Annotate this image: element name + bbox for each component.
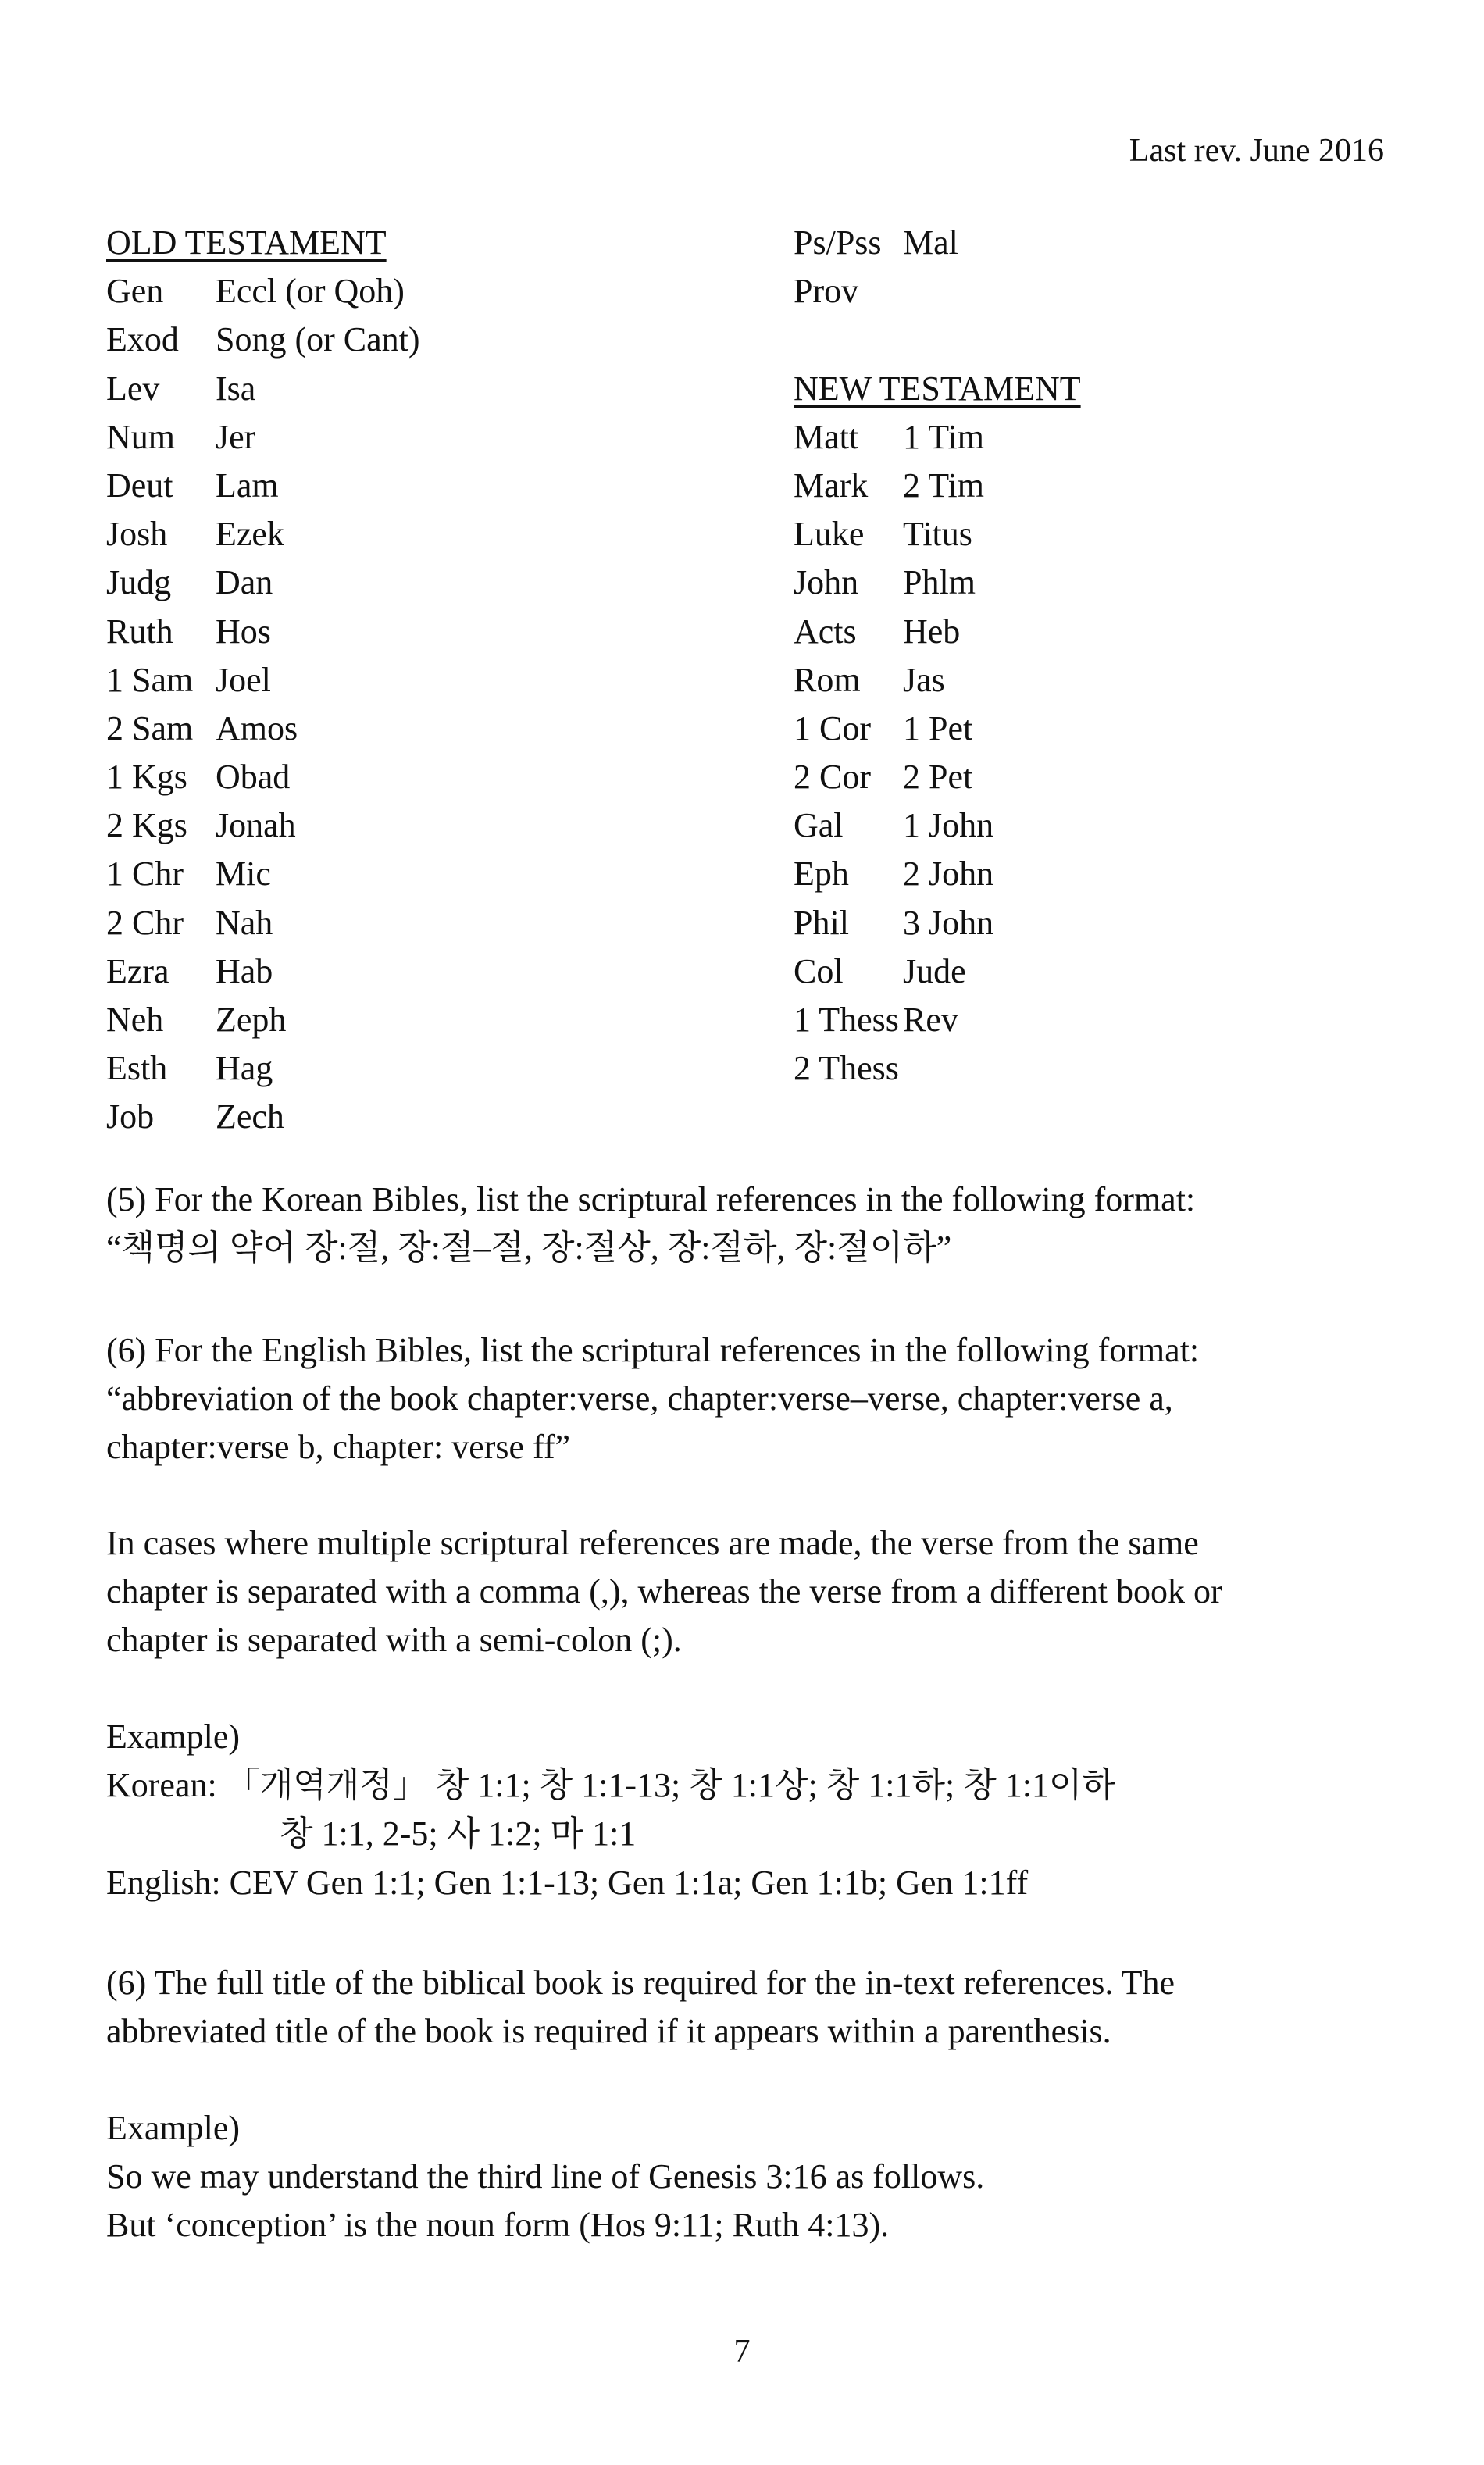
abbreviation-cell: 2 Thess <box>794 1049 899 1088</box>
abbreviation-row <box>794 510 1387 558</box>
multiple-references-paragraph <box>106 1519 1387 1665</box>
example-1-korean-line-2: 창 1:1, 2-5; 사 1:2; 마 1:1 <box>280 1814 637 1853</box>
example-1-korean-line-1: Korean: 「개역개정」 창 1:1; 창 1:1-13; 창 1:1상; 창 1:1하; 창 1:1이하 <box>106 1766 1115 1805</box>
abbreviation-cell: Jas <box>903 660 945 699</box>
full-title-paragraph <box>106 1959 1387 2056</box>
new-testament-heading: NEW TESTAMENT <box>794 369 1081 408</box>
abbreviation-row <box>106 510 778 558</box>
abbreviation-row <box>794 753 1387 801</box>
example-1-english-line: English: CEV Gen 1:1; Gen 1:1-13; Gen 1:1a; Gen 1:1b; Gen 1:1ff <box>106 1863 1029 1902</box>
abbreviation-row <box>794 996 1387 1044</box>
abbreviation-cell: Acts <box>794 612 857 651</box>
abbreviation-cell: Exod <box>106 320 179 359</box>
abbreviation-cell: Luke <box>794 515 865 554</box>
abbreviation-row <box>794 899 1387 947</box>
abbreviation-cell: Num <box>106 417 175 456</box>
example-2-line-1: So we may understand the third line of Genesis 3:16 as follows. <box>106 2157 985 2196</box>
korean-format-line-2: “책명의 약어 장:절, 장:절–절, 장:절상, 장:절하, 장:절이하” <box>106 1229 952 1268</box>
abbreviation-cell: 1 Pet <box>903 708 973 747</box>
abbreviation-cell: Joel <box>216 660 271 699</box>
abbreviation-cell: Phlm <box>903 563 976 602</box>
abbreviation-cell: Judg <box>106 563 172 602</box>
abbreviation-cell: Rev <box>903 1001 958 1039</box>
abbreviation-cell: Song (or Cant) <box>216 320 420 359</box>
abbreviation-row <box>106 850 778 898</box>
abbreviation-cell: 2 John <box>903 854 994 894</box>
abbreviation-cell: Jer <box>216 417 256 456</box>
abbreviation-row <box>106 413 778 462</box>
abbreviation-row <box>106 996 778 1044</box>
abbreviation-cell: Rom <box>794 660 861 699</box>
full-title-line-2: abbreviated title of the book is required if it appears within a parenthesis. <box>106 2012 1111 2051</box>
korean-format-line-1: (5) For the Korean Bibles, list the scriptural references in the following format: <box>106 1180 1196 1218</box>
abbreviation-row <box>794 413 1387 462</box>
english-format-line-1: (6) For the English Bibles, list the scriptural references in the following format: <box>106 1331 1200 1369</box>
abbreviation-cell: Matt <box>794 417 859 456</box>
spacer <box>794 316 1387 364</box>
abbreviation-row <box>106 947 778 996</box>
revision-note: Last rev. June 2016 <box>1129 133 1384 169</box>
abbreviation-cell: 2 Tim <box>903 466 984 505</box>
abbreviation-row <box>106 608 778 656</box>
abbreviation-cell: Eccl (or Qoh) <box>216 272 405 311</box>
abbreviation-row <box>106 753 778 801</box>
abbreviation-cell: 3 John <box>903 903 994 942</box>
abbreviation-row <box>106 1044 778 1093</box>
abbreviation-row <box>794 1044 1387 1093</box>
old-testament-heading: OLD TESTAMENT <box>106 223 387 262</box>
example-1-block <box>106 1713 1387 1907</box>
abbreviation-row <box>794 219 1387 267</box>
abbreviation-row <box>794 558 1387 607</box>
abbreviation-row <box>106 801 778 850</box>
old-testament-continued-list <box>794 219 1387 316</box>
abbreviation-cell: Amos <box>216 708 298 747</box>
abbreviation-cell: Hag <box>216 1049 273 1088</box>
right-column <box>794 219 1387 1093</box>
english-format-line-3: chapter:verse b, chapter: verse ff” <box>106 1428 571 1467</box>
abbreviation-cell: Jude <box>903 951 966 990</box>
abbreviation-cell: Jonah <box>216 806 296 845</box>
abbreviation-cell: 1 Thess <box>794 1001 899 1039</box>
old-testament-list <box>106 267 778 1141</box>
abbreviation-cell: Job <box>106 1097 155 1136</box>
english-format-paragraph <box>106 1326 1387 1472</box>
abbreviation-cell: Isa <box>216 369 256 408</box>
abbreviation-cell: Dan <box>216 563 273 602</box>
english-format-line-2: “abbreviation of the book chapter:verse, chapter:verse–verse, chapter:verse a, <box>106 1379 1173 1418</box>
old-testament-column <box>106 219 778 1142</box>
abbreviation-row <box>106 899 778 947</box>
abbreviation-cell: Nah <box>216 903 273 942</box>
full-title-line-1: (6) The full title of the biblical book is required for the in-text references. The <box>106 1964 1175 2002</box>
abbreviation-cell: 2 Chr <box>106 903 184 942</box>
abbreviation-cell: Lam <box>216 466 279 505</box>
abbreviation-cell: 1 Kgs <box>106 758 187 797</box>
example-1-label: Example) <box>106 1718 241 1756</box>
abbreviation-cell: 1 John <box>903 806 994 845</box>
abbreviation-cell: Esth <box>106 1049 168 1088</box>
abbreviation-row <box>794 656 1387 705</box>
abbreviation-row <box>794 705 1387 753</box>
abbreviation-columns <box>106 219 1387 1148</box>
abbreviation-cell: Neh <box>106 1001 164 1039</box>
abbreviation-row <box>106 316 778 364</box>
abbreviation-cell: Heb <box>903 612 961 651</box>
example-2-label: Example) <box>106 2109 241 2147</box>
abbreviation-cell: Prov <box>794 272 859 311</box>
abbreviation-row <box>794 850 1387 898</box>
abbreviation-cell: Titus <box>903 515 972 554</box>
abbreviation-row <box>106 365 778 413</box>
abbreviation-cell: Josh <box>106 515 168 554</box>
abbreviation-row <box>106 656 778 705</box>
korean-format-paragraph <box>106 1175 1387 1272</box>
multiple-references-line-2: chapter is separated with a comma (,), whereas the verse from a different book or <box>106 1572 1222 1611</box>
new-testament-list <box>794 413 1387 1093</box>
abbreviation-row <box>794 947 1387 996</box>
abbreviation-cell: Deut <box>106 466 173 505</box>
abbreviation-cell: Lev <box>106 369 160 408</box>
abbreviation-row <box>794 801 1387 850</box>
example-2-line-2: But ‘conception’ is the noun form (Hos 9:11; Ruth 4:13). <box>106 2206 890 2245</box>
abbreviation-row <box>106 558 778 607</box>
abbreviation-row <box>106 267 778 316</box>
abbreviation-cell: 2 Sam <box>106 708 194 747</box>
abbreviation-row <box>794 608 1387 656</box>
abbreviation-cell: Eph <box>794 854 849 894</box>
abbreviation-cell: Ps/Pss <box>794 223 882 262</box>
abbreviation-cell: Gal <box>794 806 844 845</box>
abbreviation-cell: Col <box>794 951 844 990</box>
abbreviation-cell: Ezek <box>216 515 284 554</box>
abbreviation-cell: Mark <box>794 466 869 505</box>
abbreviation-cell: Phil <box>794 903 849 942</box>
abbreviation-cell: 1 Cor <box>794 708 871 747</box>
abbreviation-cell: 1 Sam <box>106 660 194 699</box>
multiple-references-line-3: chapter is separated with a semi-colon (;). <box>106 1621 682 1660</box>
abbreviation-row <box>794 462 1387 510</box>
abbreviation-row <box>106 462 778 510</box>
abbreviation-cell: Gen <box>106 272 164 311</box>
abbreviation-cell: 2 Pet <box>903 758 973 797</box>
abbreviation-cell: 1 Chr <box>106 854 184 894</box>
abbreviation-cell: Ezra <box>106 951 169 990</box>
abbreviation-cell: Zech <box>216 1097 284 1136</box>
abbreviation-cell: Obad <box>216 758 291 797</box>
abbreviation-cell: Zeph <box>216 1001 287 1039</box>
abbreviation-cell: 2 Kgs <box>106 806 187 845</box>
abbreviation-cell: Mic <box>216 854 271 894</box>
abbreviation-cell: 2 Cor <box>794 758 871 797</box>
abbreviation-cell: John <box>794 563 859 602</box>
abbreviation-cell: Hos <box>216 612 271 651</box>
abbreviation-cell: 1 Tim <box>903 417 984 456</box>
multiple-references-line-1: In cases where multiple scriptural references are made, the verse from the same <box>106 1524 1199 1562</box>
abbreviation-row <box>106 1093 778 1141</box>
abbreviation-row <box>794 267 1387 316</box>
page-number: 7 <box>733 2334 751 2370</box>
abbreviation-cell: Hab <box>216 951 273 990</box>
example-2-block <box>106 2104 1387 2250</box>
abbreviation-row <box>106 705 778 753</box>
abbreviation-cell: Ruth <box>106 612 173 651</box>
abbreviation-cell: Mal <box>903 223 958 262</box>
